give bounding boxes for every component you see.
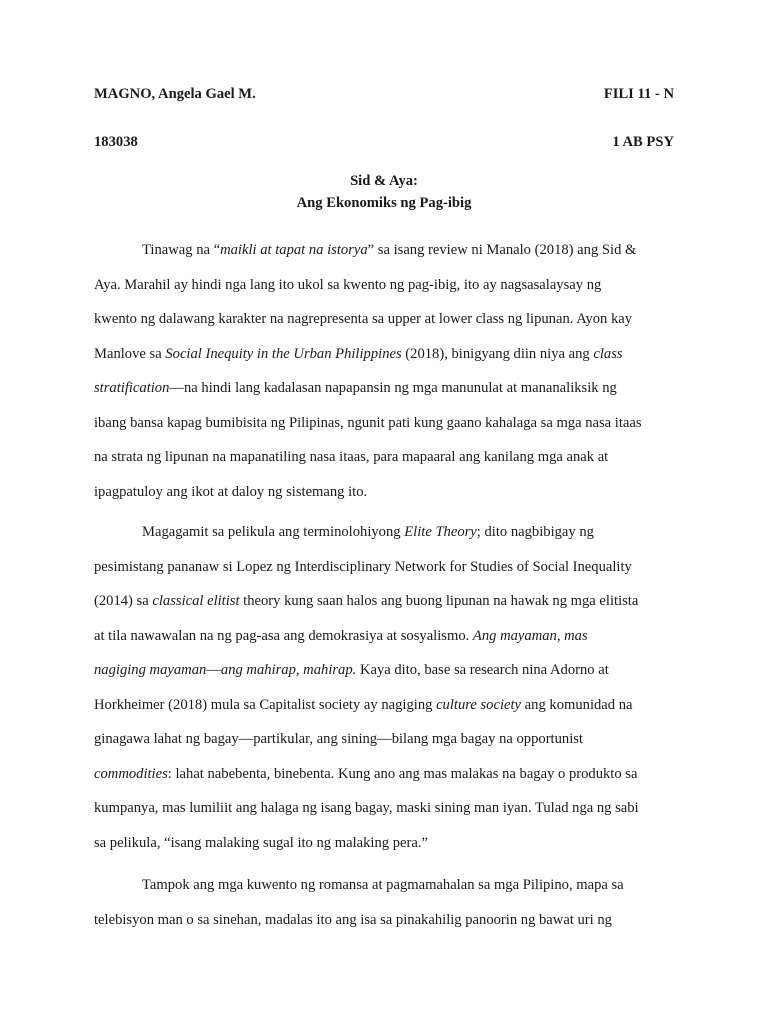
paragraph-1 [94, 233, 674, 509]
text-line: na strata ng lipunan na mapanatiling nasa itaas, para mapaaral ang kanilang mga anak at [94, 449, 609, 465]
author-name: MAGNO, Angela Gael M. [94, 86, 256, 102]
student-id: 183038 [94, 134, 138, 150]
text-line: ibang bansa kapag bumibisita ng Pilipinas, ngunit pati kung gaano kahalaga sa mga nasa itaas [94, 414, 642, 431]
text-line: Magagamit sa pelikula ang terminolohiyong Elite Theory; dito nagbibigay ng [142, 524, 594, 540]
header-row-2 [94, 134, 674, 151]
text-line: kumpanya, mas lumiliit ang halaga ng isang bagay, maski sining man iyan. Tulad nga ng sabi [94, 800, 639, 816]
text-line: pesimistang pananaw si Lopez ng Interdisciplinary Network for Studies of Social Inequality [94, 558, 632, 575]
text-line: telebisyon man o sa sinehan, madalas ito ang isa sa pinakahilig panoorin ng bawat uri ng [94, 911, 612, 928]
course-code: FILI 11 - N [603, 86, 674, 102]
text-line: ipagpatuloy ang ikot at daloy ng sistemang ito. [94, 483, 368, 500]
paragraph-2 [94, 515, 674, 860]
text-line: Manlove sa Social Inequity in the Urban Philippines (2018), binigyang diin niya ang class [94, 345, 623, 362]
text-line: stratification—na hindi lang kadalasan napapansin ng mga manunulat at mananaliksik ng [94, 380, 617, 396]
text-line: sa pelikula, “isang malaking sugal ito ng malaking pera.” [94, 834, 428, 851]
text-line: Aya. Marahil ay hindi nga lang ito ukol sa kwento ng pag-ibig, ito ay nagsasalaysay ng [94, 276, 602, 293]
text-line: ginagawa lahat ng bagay—partikular, ang sining—bilang mga bagay na opportunist [94, 731, 583, 747]
header-row-1 [94, 86, 674, 103]
document-title: Sid & Aya: [350, 173, 418, 189]
section-label: 1 AB PSY [612, 134, 674, 150]
text-line: kwento ng dalawang karakter na nagrepresenta sa upper at lower class ng lipunan. Ayon kay [94, 311, 633, 327]
text-line: Horkheimer (2018) mula sa Capitalist society ay nagiging culture society ang komunidad na [94, 696, 633, 713]
document-subtitle: Ang Ekonomiks ng Pag-ibig [296, 195, 472, 211]
text-line: commodities: lahat nabebenta, binebenta. Kung ano ang mas malakas na bagay o produkto sa [94, 765, 638, 782]
text-line: Tampok ang mga kuwento ng romansa at pagmamahalan sa mga Pilipino, mapa sa [142, 877, 624, 893]
text-line: nagiging mayaman—ang mahirap, mahirap. Kaya dito, base sa research nina Adorno at [94, 662, 609, 678]
text-line: (2014) sa classical elitist theory kung saan halos ang buong lipunan na hawak ng mga elitista [94, 593, 639, 609]
text-line: Tinawag na “maikli at tapat na istorya” sa isang review ni Manalo (2018) ang Sid & [142, 242, 637, 258]
text-line: at tila nawawalan na ng pag-asa ang demokrasiya at sosyalismo. Ang mayaman, mas [94, 627, 588, 644]
paragraph-3 [94, 868, 674, 937]
